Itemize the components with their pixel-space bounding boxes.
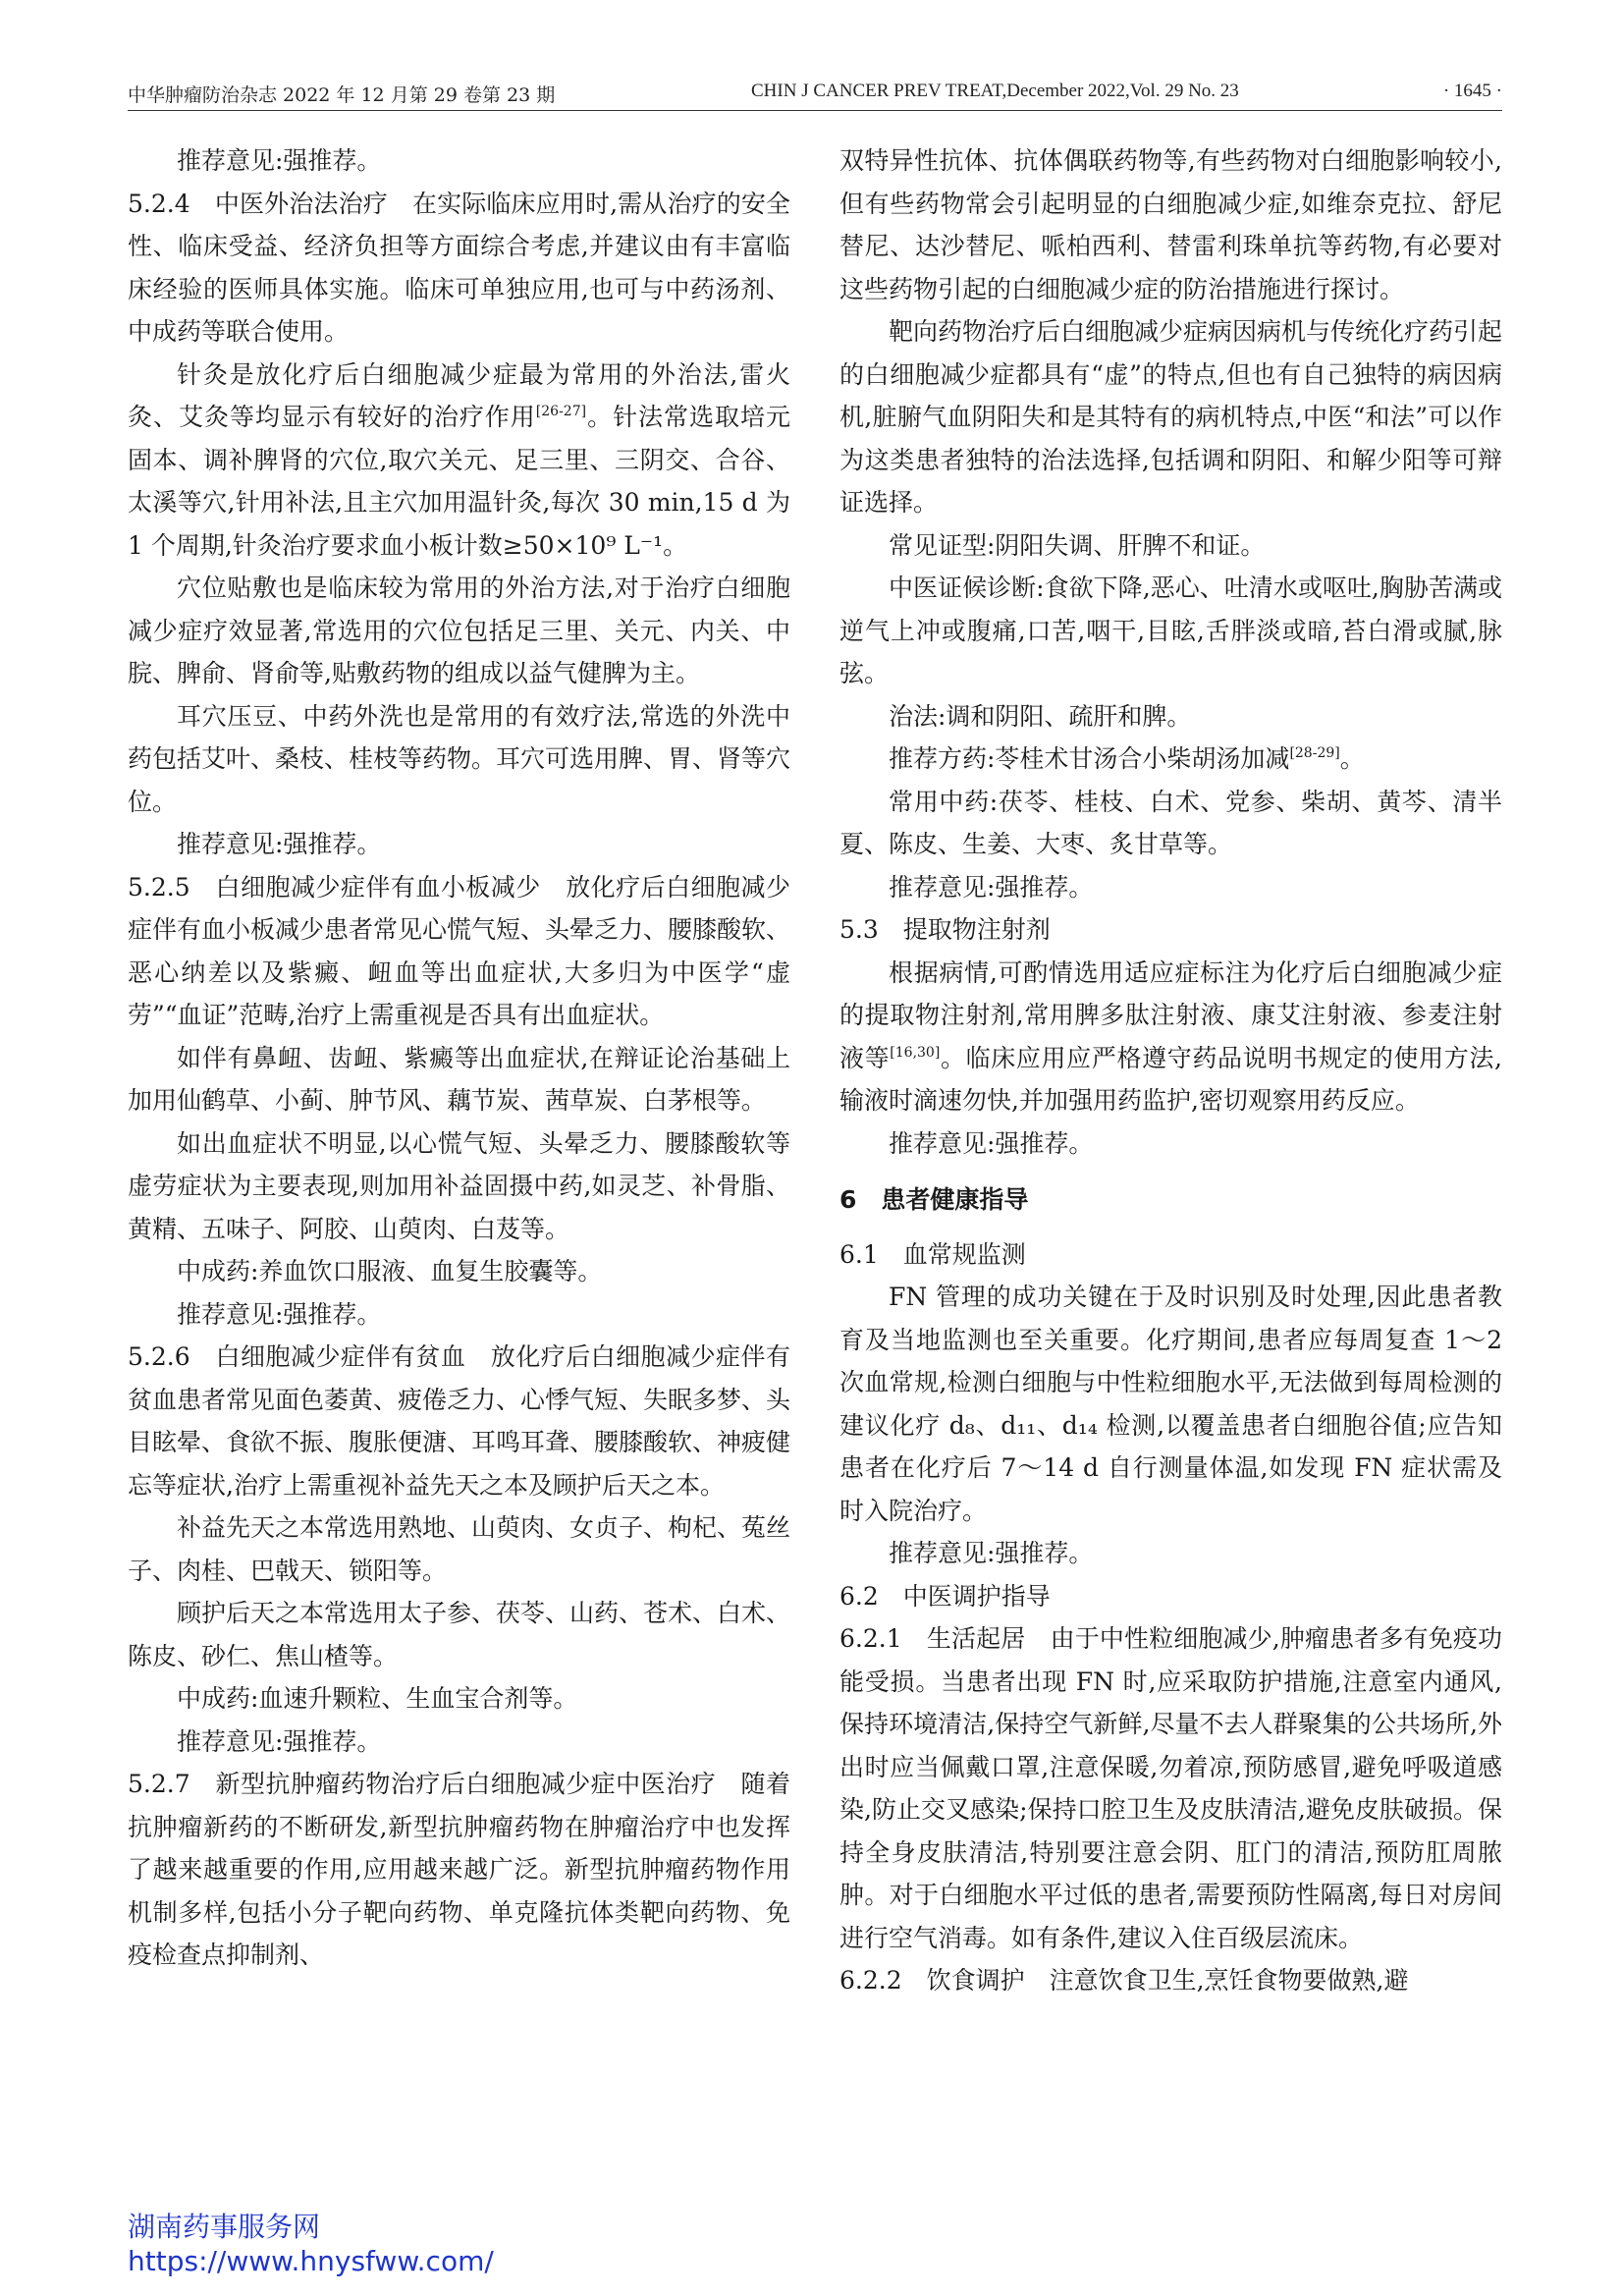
paragraph-text: 推荐意见:强推荐。 <box>177 830 382 858</box>
paragraph-text: 6.2.2 饮食调护 注意饮食卫生,烹饪食物要做熟,避 <box>839 1966 1409 1995</box>
paragraph-text: 推荐意见:强推荐。 <box>889 1539 1094 1567</box>
paragraph-text: 耳穴压豆、中药外洗也是常用的有效疗法,常选的外洗中药包括艾叶、桑枝、桂枝等药物。耳穴可选用脾、胃、肾等穴位。 <box>128 701 791 816</box>
subsection-paragraph <box>839 1233 1502 1277</box>
subsection-paragraph <box>839 908 1502 952</box>
subsection-paragraph <box>839 1575 1502 1618</box>
body-paragraph <box>128 1250 790 1293</box>
paragraph-text: FN 管理的成功关键在于及时识别及时处理,因此患者教育及当地监测也至关重要。化疗期间,患者应每周复查 1～2 次血常规,检测白细胞与中性粒细胞水平,无法做到每周检测的建议化疗 d₈、d₁₁、d₁₄ 检测,以覆盖患者白细胞谷值;应告知患者在化疗后 7～14 d 自行测量体温,如发现 FN 症状需及时入院治疗。 <box>839 1283 1502 1525</box>
body-paragraph <box>839 1122 1502 1166</box>
page-number: · 1645 · <box>1442 81 1502 101</box>
paragraph-text: 5.2.7 新型抗肿瘤药物治疗后白细胞减少症中医治疗 随着抗肿瘤新药的不断研发,新型抗肿瘤药物在肿瘤治疗中也发挥了越来越重要的作用,应用越来越广泛。新型抗肿瘤药物作用机制多样,包括小分子靶向药物、单克隆抗体类靶向药物、免疫检查点抑制剂、 <box>128 1770 790 1969</box>
paragraph-text: 5.2.5 白细胞减少症伴有血小板减少 放化疗后白细胞减少症伴有血小板减少患者常见心慌气短、头晕乏力、腰膝酸软、恶心纳差以及紫癜、衄血等出血症状,大多归为中医学“虚劳”“血证”范畴,治疗上需重视是否具有出血症状。 <box>128 872 791 1029</box>
paragraph-text: 针灸是放化疗后白细胞减少症最为常用的外治法,雷火灸、艾灸等均显示有较好的治疗作用 <box>128 359 790 431</box>
body-paragraph <box>839 952 1502 1122</box>
body-paragraph <box>128 1721 790 1764</box>
paragraph-text: 5.3 提取物注射剂 <box>839 915 1051 944</box>
paragraph-text: 双特异性抗体、抗体偶联药物等,有些药物对白细胞影响较小,但有些药物常会引起明显的白细胞减少症,如维奈克拉、舒尼替尼、达沙替尼、哌柏西利、替雷利珠单抗等药物,有必要对这些药物引起的白细胞减少症的防治措施进行探讨。 <box>839 146 1502 303</box>
paragraph-text-tail: 。针法常选取培元固本、调补脾肾的穴位,取穴关元、足三里、三阴交、合谷、太溪等穴,针用补法,且主穴加用温针灸,每次 30 min,15 d 为 1 个周期,针灸治疗要求血小板计数≥50×10⁹ L⁻¹。 <box>128 403 790 560</box>
paragraph-text: 推荐意见:强推荐。 <box>177 1726 382 1756</box>
body-paragraph <box>839 1532 1502 1575</box>
paragraph-text-tail: 。 <box>1339 744 1365 773</box>
paragraph-text: 推荐意见:强推荐。 <box>889 1128 1094 1158</box>
body-paragraph <box>839 695 1502 738</box>
subsection-paragraph <box>839 1617 1502 1959</box>
body-paragraph <box>839 310 1502 524</box>
body-paragraph <box>128 354 790 568</box>
paragraph-text: 5.2.4 中医外治法治疗 在实际临床应用时,需从治疗的安全性、临床受益、经济负担等方面综合考虑,并建议由有丰富临床经验的医师具体实施。临床可单独应用,也可与中药汤剂、中成药等联合使用。 <box>128 189 790 346</box>
body-paragraph <box>839 1276 1502 1532</box>
body-paragraph <box>839 567 1502 695</box>
citation-ref[interactable]: [26-27] <box>535 404 587 419</box>
paragraph-text: 如伴有鼻衄、齿衄、紫癜等出血症状,在辩证论治基础上加用仙鹤草、小蓟、肿节风、藕节炭、茜草炭、白茅根等。 <box>128 1043 790 1115</box>
paragraph-text: 根据病情,可酌情选用适应症标注为化疗后白细胞减少症的提取物注射剂,常用脾多肽注射液、康艾注射液、参麦注射液等 <box>839 957 1502 1072</box>
journal-title-cn: 中华肿瘤防治杂志 2022 年 12 月第 29 卷第 23 期 <box>128 84 556 106</box>
site-name-link[interactable]: 湖南药事服务网 <box>128 2211 321 2243</box>
body-paragraph <box>839 139 1502 310</box>
citation-ref[interactable]: [28-29] <box>1289 745 1340 761</box>
body-paragraph <box>128 1592 790 1677</box>
body-paragraph <box>839 866 1502 909</box>
paragraph-text: 治法:调和阴阳、疏肝和脾。 <box>889 701 1192 731</box>
journal-title-en: CHIN J CANCER PREV TREAT,December 2022,Vol. 29 No. 23 <box>751 81 1239 101</box>
body-paragraph <box>839 781 1502 866</box>
body-paragraph <box>128 823 790 866</box>
body-paragraph <box>839 524 1502 568</box>
paragraph-text: 6.1 血常规监测 <box>839 1239 1026 1269</box>
watermark-footer <box>128 2210 494 2278</box>
subsection-paragraph <box>128 866 790 1037</box>
paragraph-text: 常用中药:茯苓、桂枝、白术、党参、柴胡、黄芩、清半夏、陈皮、生姜、大枣、炙甘草等。 <box>839 787 1502 858</box>
paragraph-text: 穴位贴敷也是临床较为常用的外治方法,对于治疗白细胞减少症疗效显著,常选用的穴位包括足三里、关元、内关、中脘、脾俞、肾俞等,贴敷药物的组成以益气健脾为主。 <box>128 574 790 687</box>
paragraph-text: 5.2.6 白细胞减少症伴有贫血 放化疗后白细胞减少症伴有贫血患者常见面色萎黄、疲倦乏力、心悸气短、失眠多梦、头目眩晕、食欲不振、腹胀便溏、耳鸣耳聋、腰膝酸软、神疲健忘等症状,治疗上需重视补益先天之本及顾护后天之本。 <box>128 1342 791 1500</box>
paragraph-text: 推荐意见:强推荐。 <box>889 872 1094 902</box>
body-paragraph <box>128 695 790 824</box>
paragraph-text: 如出血症状不明显,以心慌气短、头晕乏力、腰膝酸软等虚劳症状为主要表现,则加用补益固摄中药,如灵芝、补骨脂、黄精、五味子、阿胶、山萸肉、白芨等。 <box>128 1128 790 1243</box>
body-paragraph <box>839 738 1502 781</box>
right-column <box>839 139 1502 2002</box>
subsection-paragraph <box>839 1959 1502 2002</box>
paragraph-text: 常见证型:阴阳失调、肝脾不和证。 <box>889 530 1266 560</box>
paragraph-text: 中成药:养血饮口服液、血复生胶囊等。 <box>177 1257 603 1285</box>
paragraph-text: 推荐方药:苓桂术甘汤合小柴胡汤加减 <box>889 744 1290 773</box>
paragraph-text: 靶向药物治疗后白细胞减少症病因病机与传统化疗药引起的白细胞减少症都具有“虚”的特点,但也有自己独特的病因病机,脏腑气血阴阳失和是其特有的病机特点,中医“和法”可以作为这类患者独特的治法选择,包括调和阴阳、和解少阳等可辩证选择。 <box>839 317 1503 517</box>
paragraph-text: 6.2.1 生活起居 由于中性粒细胞减少,肿瘤患者多有免疫功能受损。当患者出现 FN 时,应采取防护措施,注意室内通风,保持环境清洁,保持空气新鲜,尽量不去人群聚集的公共场所,外出时应当佩戴口罩,注意保暖,勿着凉,预防感冒,避免呼吸道感染,防止交叉感染;保持口腔卫生及皮肤清洁,避免皮肤破损。保持全身皮肤清洁,特别要注意会阴、肛门的清洁,预防肛周脓肿。对于白细胞水平过低的患者,需要预防性隔离,每日对房间进行空气消毒。如有条件,建议入住百级层流床。 <box>839 1624 1502 1952</box>
paragraph-text: 顾护后天之本常选用太子参、茯苓、山药、苍术、白术、陈皮、砂仁、焦山楂等。 <box>128 1599 791 1670</box>
body-paragraph <box>128 139 790 183</box>
paragraph-text: 推荐意见:强推荐。 <box>177 1299 382 1329</box>
paragraph-text-tail: 。临床应用应严格遵守药品说明书规定的使用方法,输液时滴速勿快,并加强用药监护,密切观察用药反应。 <box>839 1043 1502 1115</box>
body-paragraph <box>128 1122 790 1251</box>
paragraph-text: 中医证候诊断:食欲下降,恶心、吐清水或呕吐,胸胁苦满或逆气上冲或腹痛,口苦,咽干,目眩,舌胖淡或暗,苔白滑或腻,脉弦。 <box>839 574 1502 687</box>
body-paragraph <box>128 1037 790 1122</box>
left-column <box>128 139 790 1977</box>
paragraph-text: 推荐意见:强推荐。 <box>177 146 382 175</box>
paragraph-text: 中成药:血速升颗粒、生血宝合剂等。 <box>177 1684 578 1713</box>
section-heading <box>839 1178 1502 1222</box>
body-paragraph <box>128 567 790 695</box>
citation-ref[interactable]: [16,30] <box>890 1044 941 1061</box>
running-header <box>128 77 1502 111</box>
subsection-paragraph <box>128 183 790 354</box>
subsection-paragraph <box>128 1336 790 1506</box>
body-paragraph <box>128 1506 790 1592</box>
body-paragraph <box>128 1677 790 1721</box>
paragraph-text: 补益先天之本常选用熟地、山萸肉、女贞子、枸杞、菟丝子、肉桂、巴戟天、锁阳等。 <box>128 1513 791 1585</box>
paragraph-text: 6.2 中医调护指导 <box>839 1581 1051 1611</box>
paragraph-text: 6 患者健康指导 <box>839 1185 1029 1214</box>
site-url-link[interactable]: https://www.hnysfww.com/ <box>128 2245 494 2277</box>
body-paragraph <box>128 1293 790 1337</box>
subsection-paragraph <box>128 1763 790 1977</box>
